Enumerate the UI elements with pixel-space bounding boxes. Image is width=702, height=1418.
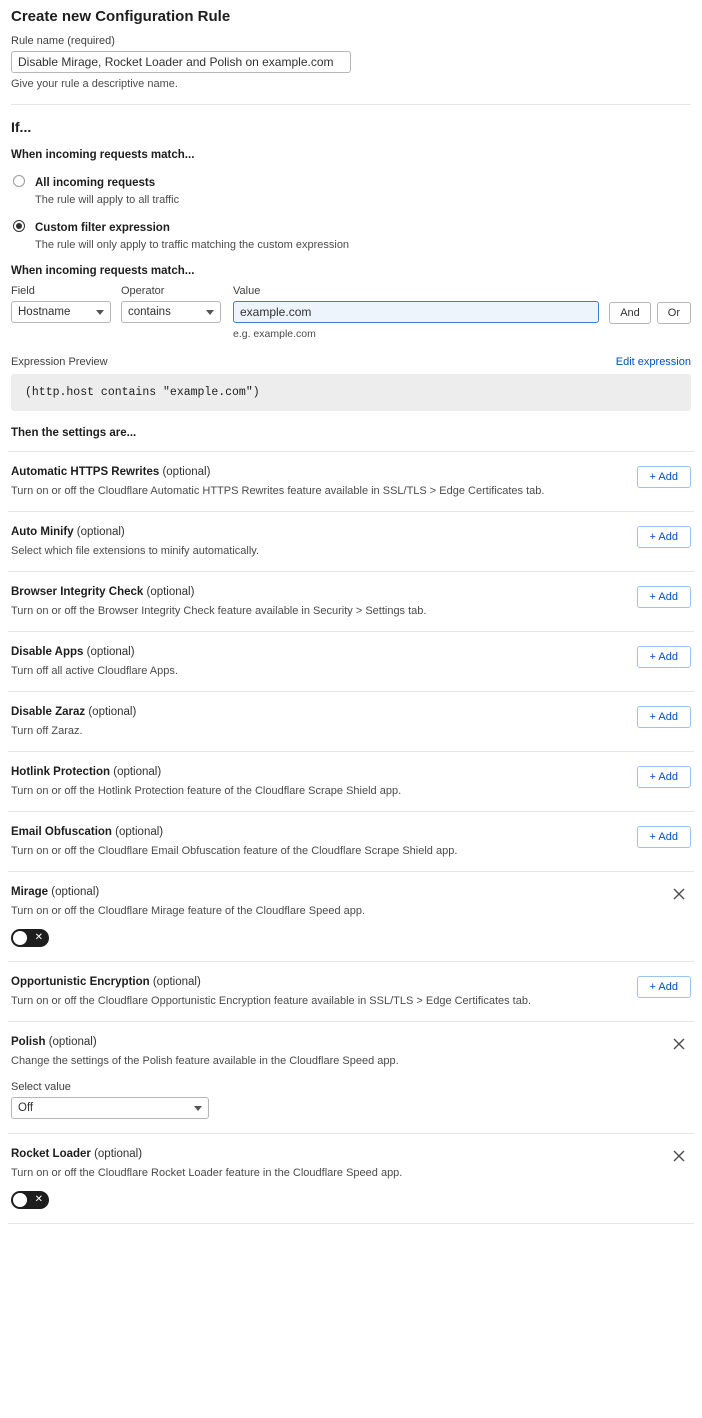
filter-field-select[interactable] — [11, 301, 111, 323]
or-button[interactable]: Or — [657, 302, 691, 324]
rule-name-help: Give your rule a descriptive name. — [11, 78, 178, 90]
setting-description: Turn on or off the Cloudflare Automatic HTTPS Rewrites feature available in SSL/TLS > Edge Certificates tab. — [11, 485, 545, 497]
setting-description: Turn on or off the Hotlink Protection feature of the Cloudflare Scrape Shield app. — [11, 785, 402, 797]
remove-icon-polish[interactable] — [672, 1035, 690, 1053]
radio-label-all-requests: All incoming requests — [35, 177, 156, 189]
setting-optional-label: (optional) — [86, 646, 135, 658]
setting-optional-label: (optional) — [115, 826, 164, 838]
filter-operator-label: Operator — [121, 285, 165, 297]
expression-preview-box: (http.host contains "example.com") — [11, 374, 691, 411]
setting-optional-label: (optional) — [94, 1148, 143, 1160]
radio-desc-custom-filter: The rule will only apply to traffic matching the custom expression — [35, 239, 350, 251]
setting-disable-zaraz — [8, 692, 694, 752]
setting-email-obfuscation — [8, 812, 694, 872]
setting-optional-label: (optional) — [113, 766, 162, 778]
setting-hotlink-protection — [8, 752, 694, 812]
setting-title: Browser Integrity Check (optional) — [11, 586, 195, 598]
setting-optional-label: (optional) — [162, 466, 211, 478]
expression-preview-header — [8, 340, 694, 374]
remove-icon-rocket-loader[interactable] — [672, 1147, 690, 1165]
setting-optional-label: (optional) — [76, 526, 125, 538]
filter-row — [8, 277, 694, 340]
radio-option-all-requests[interactable] — [8, 161, 694, 206]
toggle-mirage[interactable] — [11, 929, 49, 947]
add-button-hotlink-protection[interactable]: + Add — [637, 766, 691, 788]
and-button[interactable]: And — [609, 302, 651, 324]
setting-description: Turn on or off the Browser Integrity Check feature available in Security > Settings tab. — [11, 605, 427, 617]
remove-icon-mirage[interactable] — [672, 885, 690, 903]
setting-mirage — [8, 872, 694, 962]
setting-title: Rocket Loader (optional) — [11, 1148, 143, 1160]
filter-value-group — [233, 285, 599, 340]
select-polish[interactable] — [11, 1097, 209, 1119]
setting-description: Turn on or off the Cloudflare Mirage feature of the Cloudflare Speed app. — [11, 905, 366, 917]
filter-operator-group — [121, 285, 221, 323]
add-button-disable-apps[interactable]: + Add — [637, 646, 691, 668]
match-heading: When incoming requests match... — [11, 149, 195, 161]
setting-polish — [8, 1022, 694, 1134]
setting-title: Email Obfuscation (optional) — [11, 826, 164, 838]
radio-icon-all-requests[interactable] — [13, 175, 25, 187]
filter-field-group — [11, 285, 111, 323]
page-title: Create new Configuration Rule — [11, 8, 231, 25]
add-button-email-obfuscation[interactable]: + Add — [637, 826, 691, 848]
add-button-automatic-https-rewrites[interactable]: + Add — [637, 466, 691, 488]
then-heading: Then the settings are... — [11, 427, 137, 439]
setting-disable-apps — [8, 632, 694, 692]
edit-expression-link[interactable]: Edit expression — [615, 356, 691, 368]
setting-title: Opportunistic Encryption (optional) — [11, 976, 201, 988]
expression-preview-label: Expression Preview — [11, 356, 108, 368]
setting-description: Turn on or off the Cloudflare Email Obfuscation feature of the Cloudflare Scrape Shield app. — [11, 845, 458, 857]
setting-rocket-loader — [8, 1134, 694, 1224]
toggle-knob — [13, 931, 27, 945]
if-heading: If... — [11, 119, 32, 135]
setting-title: Mirage (optional) — [11, 886, 100, 898]
setting-title: Polish (optional) — [11, 1036, 97, 1048]
toggle-off-icon: ✕ — [34, 1194, 43, 1205]
setting-title: Auto Minify (optional) — [11, 526, 125, 538]
radio-label-custom-filter: Custom filter expression — [35, 222, 170, 234]
setting-title: Disable Apps (optional) — [11, 646, 135, 658]
setting-description: Turn off all active Cloudflare Apps. — [11, 665, 178, 677]
radio-desc-all-requests: The rule will apply to all traffic — [35, 194, 180, 206]
setting-opportunistic-encryption — [8, 962, 694, 1022]
radio-option-custom-filter[interactable] — [8, 206, 694, 251]
settings-list — [8, 451, 694, 1224]
add-button-browser-integrity-check[interactable]: + Add — [637, 586, 691, 608]
add-button-opportunistic-encryption[interactable]: + Add — [637, 976, 691, 998]
setting-optional-label: (optional) — [48, 1036, 97, 1048]
filter-heading: When incoming requests match... — [11, 265, 195, 277]
setting-description: Select which file extensions to minify automatically. — [11, 545, 260, 557]
setting-optional-label: (optional) — [146, 586, 195, 598]
setting-optional-label: (optional) — [51, 886, 100, 898]
setting-title: Automatic HTTPS Rewrites (optional) — [11, 466, 211, 478]
setting-description: Change the settings of the Polish feature available in the Cloudflare Speed app. — [11, 1055, 399, 1067]
setting-automatic-https-rewrites — [8, 451, 694, 512]
setting-browser-integrity-check — [8, 572, 694, 632]
filter-operator-select[interactable] — [121, 301, 221, 323]
setting-title: Hotlink Protection (optional) — [11, 766, 162, 778]
toggle-off-icon: ✕ — [34, 932, 43, 943]
setting-auto-minify — [8, 512, 694, 572]
setting-optional-label: (optional) — [152, 976, 201, 988]
filter-value-label: Value — [233, 285, 261, 297]
toggle-rocket-loader[interactable] — [11, 1191, 49, 1209]
filter-logic-buttons — [609, 285, 691, 324]
add-button-disable-zaraz[interactable]: + Add — [637, 706, 691, 728]
filter-value-input[interactable] — [233, 301, 599, 323]
setting-description: Turn on or off the Cloudflare Opportunistic Encryption feature available in SSL/TLS > Edge Certificates tab. — [11, 995, 532, 1007]
filter-field-label: Field — [11, 285, 35, 297]
setting-description: Turn on or off the Cloudflare Rocket Loader feature in the Cloudflare Speed app. — [11, 1167, 403, 1179]
toggle-knob — [13, 1193, 27, 1207]
select-value-label-polish: Select value — [11, 1081, 71, 1093]
setting-title: Disable Zaraz (optional) — [11, 706, 137, 718]
radio-icon-custom-filter[interactable] — [13, 220, 25, 232]
setting-optional-label: (optional) — [88, 706, 137, 718]
filter-value-hint: e.g. example.com — [233, 328, 316, 340]
add-button-auto-minify[interactable]: + Add — [637, 526, 691, 548]
rule-name-label: Rule name (required) — [11, 35, 115, 47]
rule-name-input[interactable] — [11, 51, 351, 73]
setting-description: Turn off Zaraz. — [11, 725, 83, 737]
